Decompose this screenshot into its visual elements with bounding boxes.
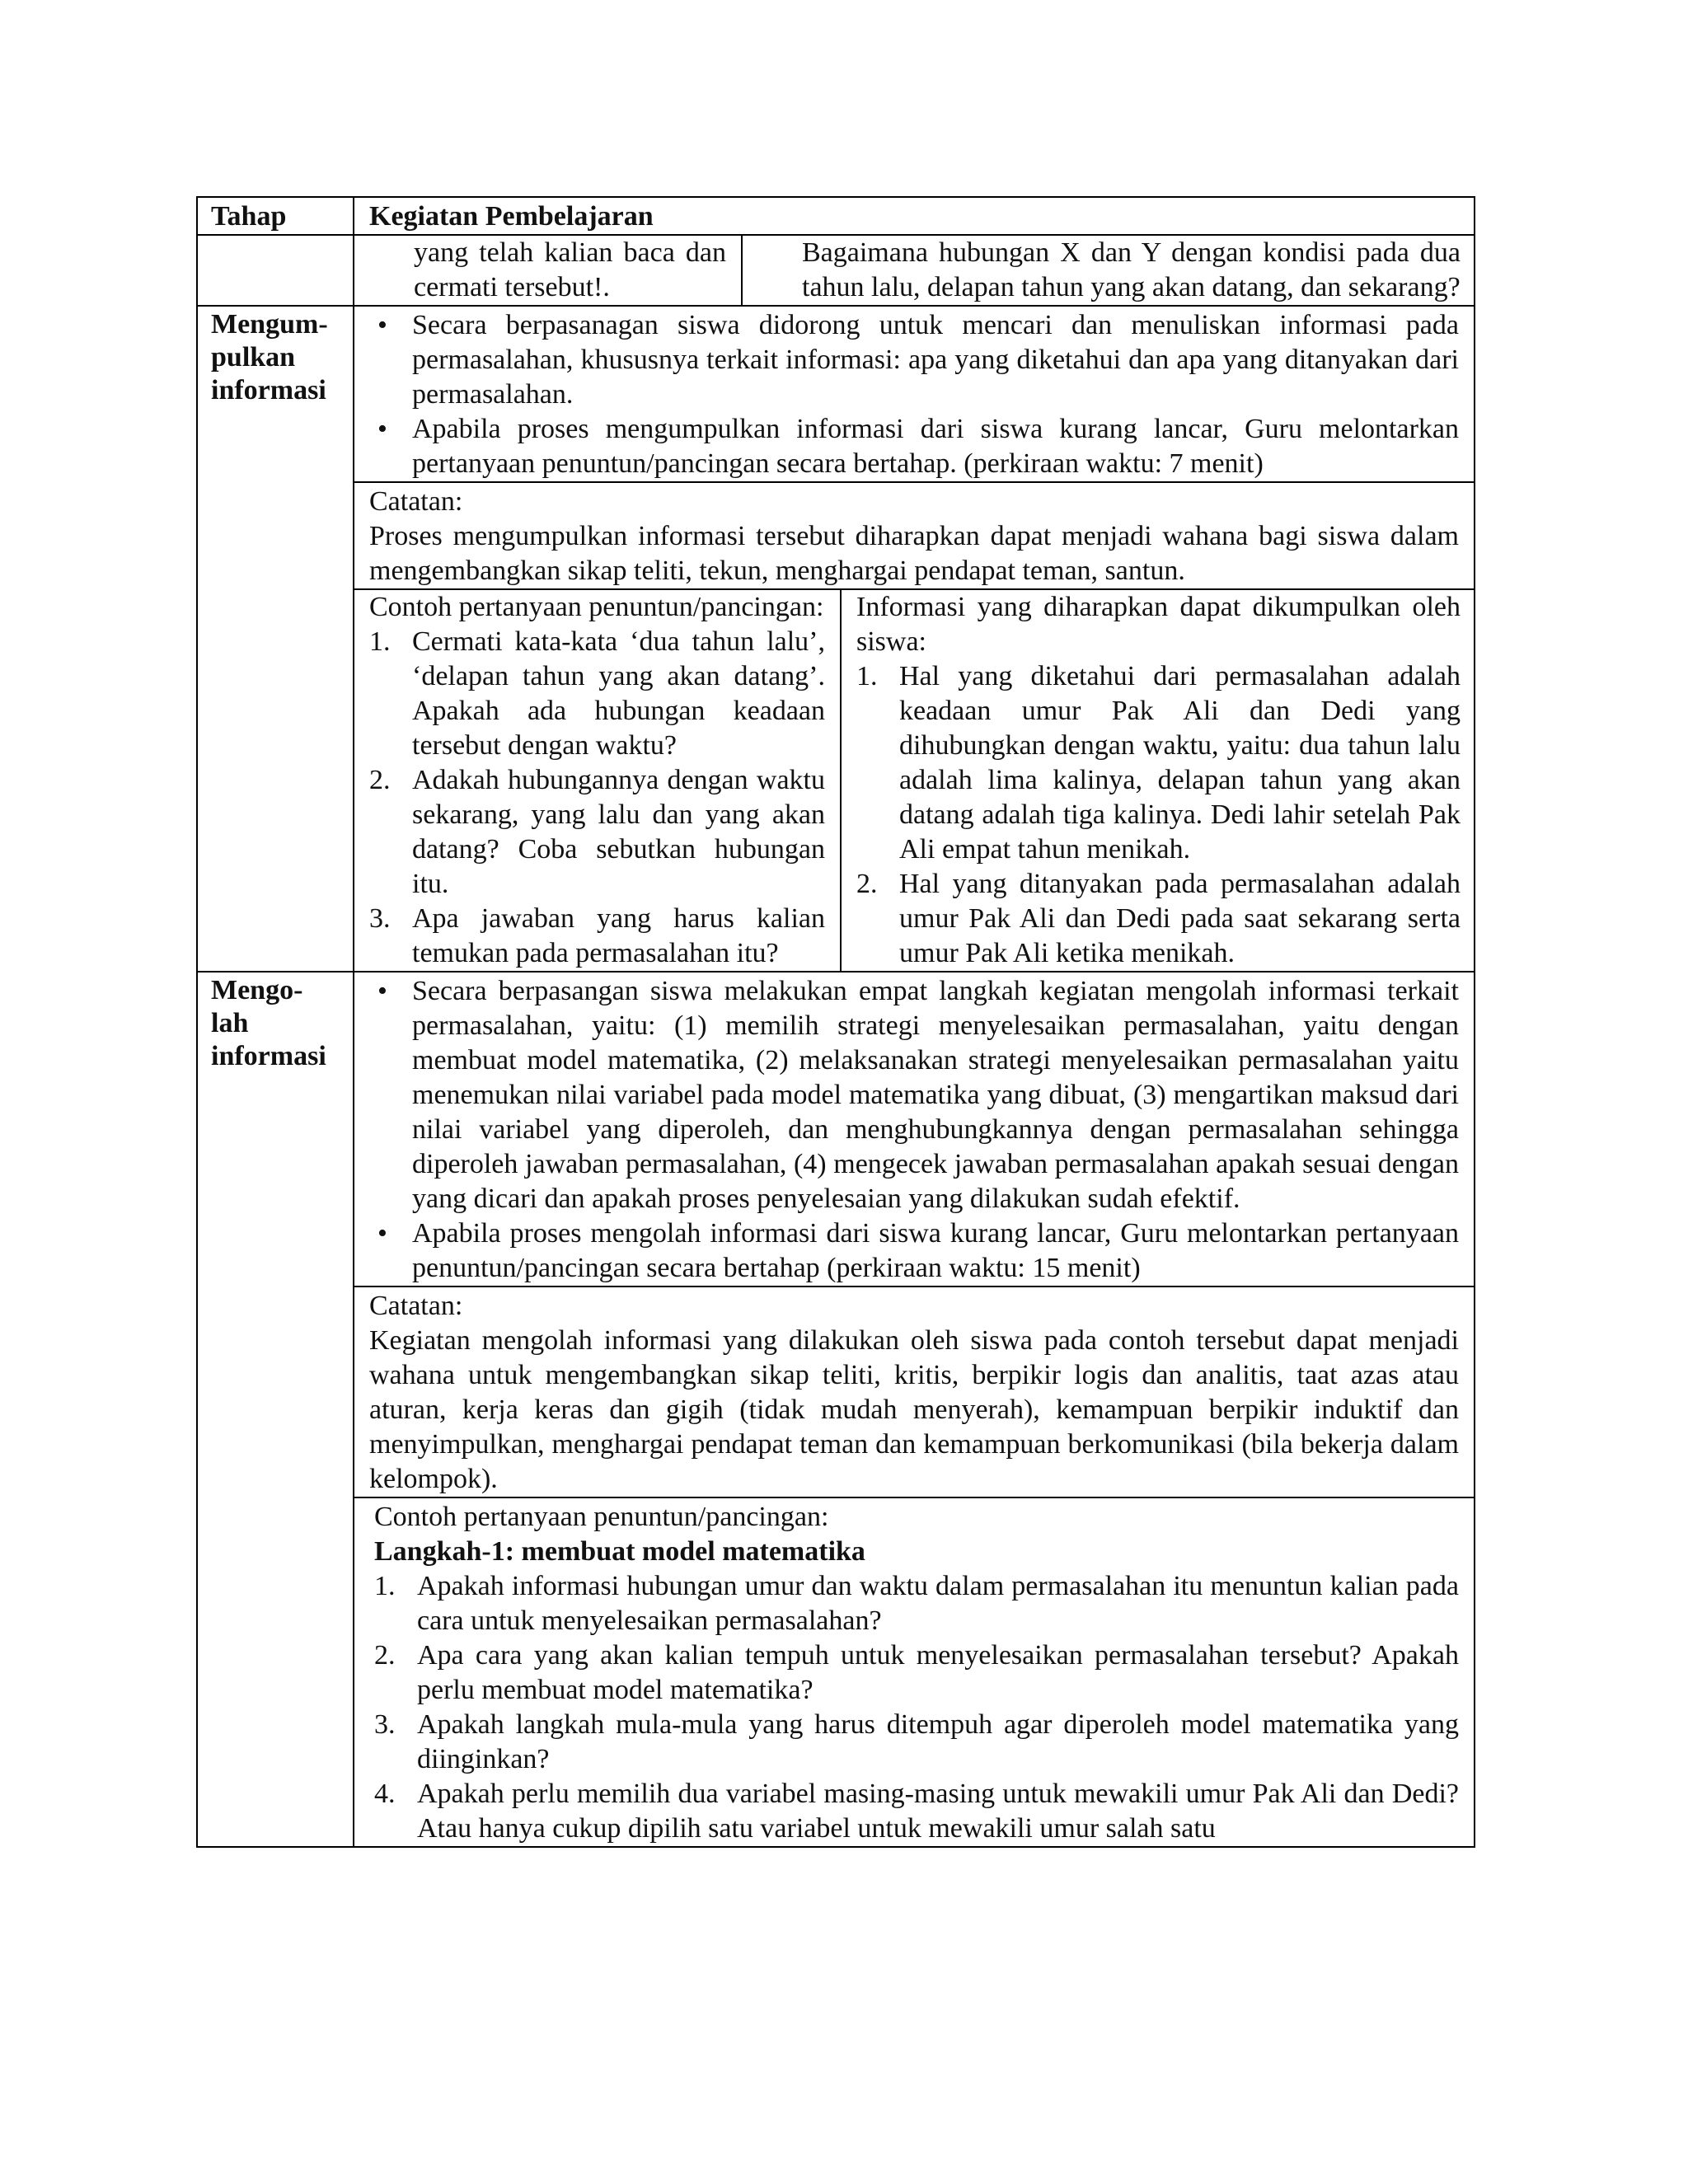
item-number: 3. <box>369 903 391 934</box>
mengolah-row-2 <box>197 1286 1475 1497</box>
mengumpulkan-row-2 <box>197 482 1475 589</box>
list-item: 2. Hal yang ditanyakan pada permasalahan adalah umur Pak Ali dan Dedi pada saat sekarang serta umur Pak Ali ketika menikah. <box>856 869 1461 968</box>
lesson-table <box>196 196 1475 1848</box>
list-item: 1. Apakah informasi hubungan umur dan waktu dalam permasalahan itu menuntun kalian pada cara untuk menyelesaikan permasalahan? <box>374 1571 1459 1636</box>
note-text: Proses mengumpulkan informasi tersebut diharapkan dapat menjadi wahana bagi siswa dalam mengembangkan sikap teliti, tekun, menghargai pendapat teman, santun. <box>369 521 1459 586</box>
mengolah-questions-cell <box>354 1497 1475 1847</box>
item-number: 1. <box>856 661 878 691</box>
item-number: 1. <box>374 1571 396 1601</box>
mengumpulkan-split <box>354 590 1475 971</box>
step-title: Langkah-1: membuat model matematika <box>374 1536 865 1567</box>
header-tahap: Tahap <box>197 197 354 235</box>
note-label: Catatan: <box>369 486 463 517</box>
table-header-row <box>197 197 1475 235</box>
mengolah-bullet-list <box>369 974 1459 1286</box>
questions-list <box>369 625 825 971</box>
header-kegiatan: Kegiatan Pembelajaran <box>354 197 1475 235</box>
continuation-row <box>197 235 1475 306</box>
mengumpulkan-bullet-list <box>369 308 1459 481</box>
stage-mengolah <box>197 972 354 1847</box>
list-item: 3. Apakah langkah mula-mula yang harus ditempuh agar diperoleh model matematika yang diinginkan? <box>374 1709 1459 1774</box>
item-number: 2. <box>369 765 391 795</box>
mengolah-row-1 <box>197 972 1475 1286</box>
list-item: 3. Apa jawaban yang harus kalian temukan pada permasalahan itu? <box>369 903 825 968</box>
list-item: 2. Apa cara yang akan kalian tempuh untuk menyelesaikan permasalahan tersebut? Apakah perlu membuat model matematika? <box>374 1640 1459 1705</box>
continuation-right-text: Bagaimana hubungan X dan Y dengan kondisi pada dua tahun lalu, delapan tahun yang akan datang, dan sekarang? <box>802 237 1461 302</box>
list-item: • Apabila proses mengolah informasi dari siswa kurang lancar, Guru melontarkan pertanyaan penuntun/pancingan secara bertahap (perkiraan waktu: 15 menit) <box>369 1216 1459 1286</box>
list-item: 1. Hal yang diketahui dari permasalahan adalah keadaan umur Pak Ali dan Dedi yang dihubungkan dengan waktu, yaitu: dua tahun lalu adalah lima kalinya, delapan tahun yang akan datang adalah tiga kalinya. Dedi lahir setelah Pak Ali empat tahun menikah. <box>856 661 1461 865</box>
list-item: • Secara berpasanagan siswa didorong untuk mencari dan menuliskan informasi pada permasalahan, khususnya terkait informasi: apa yang diketahui dan apa yang ditanyakan dari permasalahan. <box>369 308 1459 412</box>
questions-title: Contoh pertanyaan penuntun/pancingan: <box>369 592 824 622</box>
note-text: Kegiatan mengolah informasi yang dilakukan oleh siswa pada contoh tersebut dapat menjadi wahana untuk mengembangkan sikap teliti, kritis, berpikir logis dan analitis, taat azas atau aturan, kerja keras dan gigih (tidak mudah menyerah), kemampuan berpikir induktif dan menyimpulkan, menghargai pendapat teman dan kemampuan berkomunikasi (bila bekerja dalam kelompok). <box>369 1325 1459 1494</box>
list-item: 2. Adakah hubungannya dengan waktu sekarang, yang lalu dan yang akan datang? Coba sebutkan hubungan itu. <box>369 765 825 899</box>
item-number: 4. <box>374 1779 396 1809</box>
mengumpulkan-note-cell <box>354 482 1475 589</box>
mengumpulkan-row-1 <box>197 306 1475 482</box>
continuation-left-text: yang telah kalian baca dan cermati tersebut!. <box>354 236 742 305</box>
continuation-stage-cell <box>197 235 354 306</box>
questions-column <box>354 590 841 971</box>
item-number: 1. <box>369 626 391 657</box>
continuation-split <box>354 236 1475 305</box>
note-label: Catatan: <box>369 1291 463 1321</box>
list-item: • Apabila proses mengumpulkan informasi dari siswa kurang lancar, Guru melontarkan pertanyaan penuntun/pancingan secara bertahap. (perkiraan waktu: 7 menit) <box>369 412 1459 481</box>
item-number: 3. <box>374 1709 396 1740</box>
expected-info-column <box>841 590 1475 971</box>
mengumpulkan-row-3 <box>197 589 1475 972</box>
mengumpulkan-bullets-cell <box>354 306 1475 482</box>
list-item: • Secara berpasangan siswa melakukan empat langkah kegiatan mengolah informasi terkait permasalahan, yaitu: (1) memilih strategi menyelesaikan permasalahan, yaitu dengan membuat model matematika, (2) melaksanakan strategi menyelesaikan permasalahan yaitu menemukan nilai variabel pada model matematika yang dibuat, (3) mengartikan maksud dari nilai variabel yang diperoleh, dan menghubungkannya dengan permasalahan sehingga diperoleh jawaban permasalahan, (4) mengecek jawaban permasalahan apakah sesuai dengan yang dicari dan apakah proses penyelesaian yang dilakukan sudah efektif. <box>369 974 1459 1216</box>
stage-mengumpulkan-label: Mengum-pulkan informasi <box>211 309 328 405</box>
continuation-content-cell <box>354 235 1475 306</box>
mengolah-bullets-cell <box>354 972 1475 1286</box>
expected-info-list <box>856 659 1461 971</box>
step-question-list <box>374 1569 1459 1846</box>
mengolah-row-3 <box>197 1497 1475 1847</box>
example-title: Contoh pertanyaan penuntun/pancingan: <box>374 1502 829 1532</box>
stage-mengolah-label: Mengo-lah informasi <box>211 975 326 1071</box>
mengumpulkan-questions-cell <box>354 589 1475 972</box>
item-number: 2. <box>856 869 878 899</box>
expected-info-title: Informasi yang diharapkan dapat dikumpulkan oleh siswa: <box>856 592 1461 657</box>
mengolah-note-cell <box>354 1286 1475 1497</box>
stage-mengumpulkan <box>197 306 354 972</box>
list-item: 4. Apakah perlu memilih dua variabel masing-masing untuk mewakili umur Pak Ali dan Dedi? Atau hanya cukup dipilih satu variabel untuk mewakili umur salah satu <box>374 1779 1459 1844</box>
list-item: 1. Cermati kata-kata ‘dua tahun lalu’, ‘delapan tahun yang akan datang’. Apakah ada hubungan keadaan tersebut dengan waktu? <box>369 626 825 761</box>
item-number: 2. <box>374 1640 396 1671</box>
